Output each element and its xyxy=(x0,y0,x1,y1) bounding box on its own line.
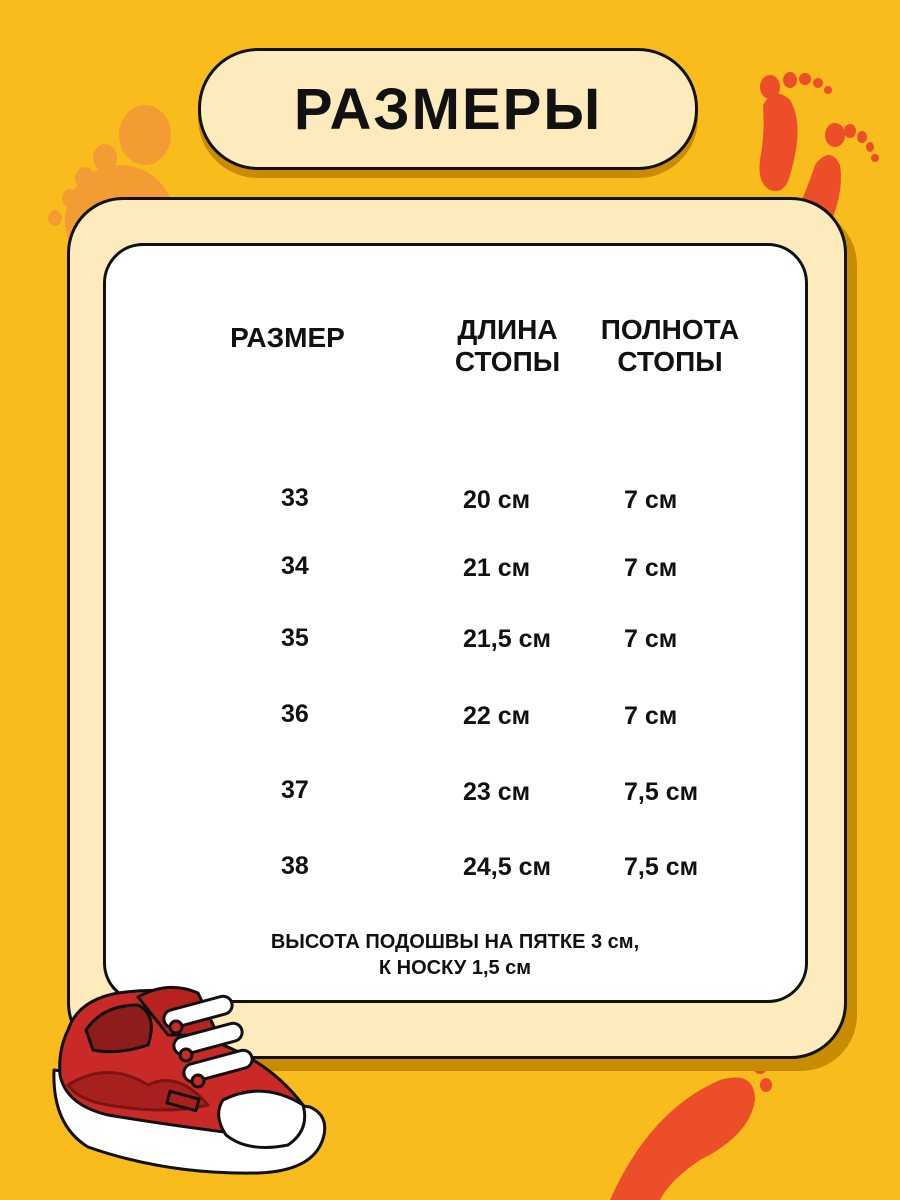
header-width-line1: ПОЛНОТА xyxy=(600,314,740,345)
footprint-bottom-icon xyxy=(590,1040,790,1200)
cell-length: 21 см xyxy=(463,554,531,582)
sneaker-icon xyxy=(48,975,333,1185)
cell-size: 34 xyxy=(281,552,309,580)
cell-width: 7,5 см xyxy=(624,778,699,806)
page-title: РАЗМЕРЫ xyxy=(293,76,603,142)
sole-height-note xyxy=(140,929,770,981)
title-banner xyxy=(198,48,698,170)
header-length-line1: ДЛИНА xyxy=(457,314,558,345)
cell-length: 22 см xyxy=(463,702,531,730)
cell-size: 38 xyxy=(281,852,309,880)
cell-length: 24,5 см xyxy=(463,853,552,881)
cell-size: 37 xyxy=(281,776,309,804)
cell-size: 36 xyxy=(281,700,309,728)
cell-width: 7 см xyxy=(624,554,678,582)
note-line1: ВЫСОТА ПОДОШВЫ НА ПЯТКЕ 3 см, xyxy=(270,931,640,953)
header-length-line2: СТОПЫ xyxy=(454,346,561,377)
header-length xyxy=(430,314,585,378)
header-width-line2: СТОПЫ xyxy=(617,346,723,377)
cell-width: 7 см xyxy=(624,486,678,514)
header-size: РАЗМЕР xyxy=(230,322,345,353)
cell-length: 20 см xyxy=(463,486,531,514)
cell-length: 21,5 см xyxy=(463,625,552,653)
cell-size: 33 xyxy=(281,484,309,512)
header-width xyxy=(585,314,755,378)
cell-width: 7 см xyxy=(624,625,678,653)
cell-width: 7 см xyxy=(624,702,678,730)
note-line2: К НОСКУ 1,5 см xyxy=(378,957,532,979)
cell-length: 23 см xyxy=(463,778,531,806)
cell-size: 35 xyxy=(281,624,309,652)
cell-width: 7,5 см xyxy=(624,853,699,881)
